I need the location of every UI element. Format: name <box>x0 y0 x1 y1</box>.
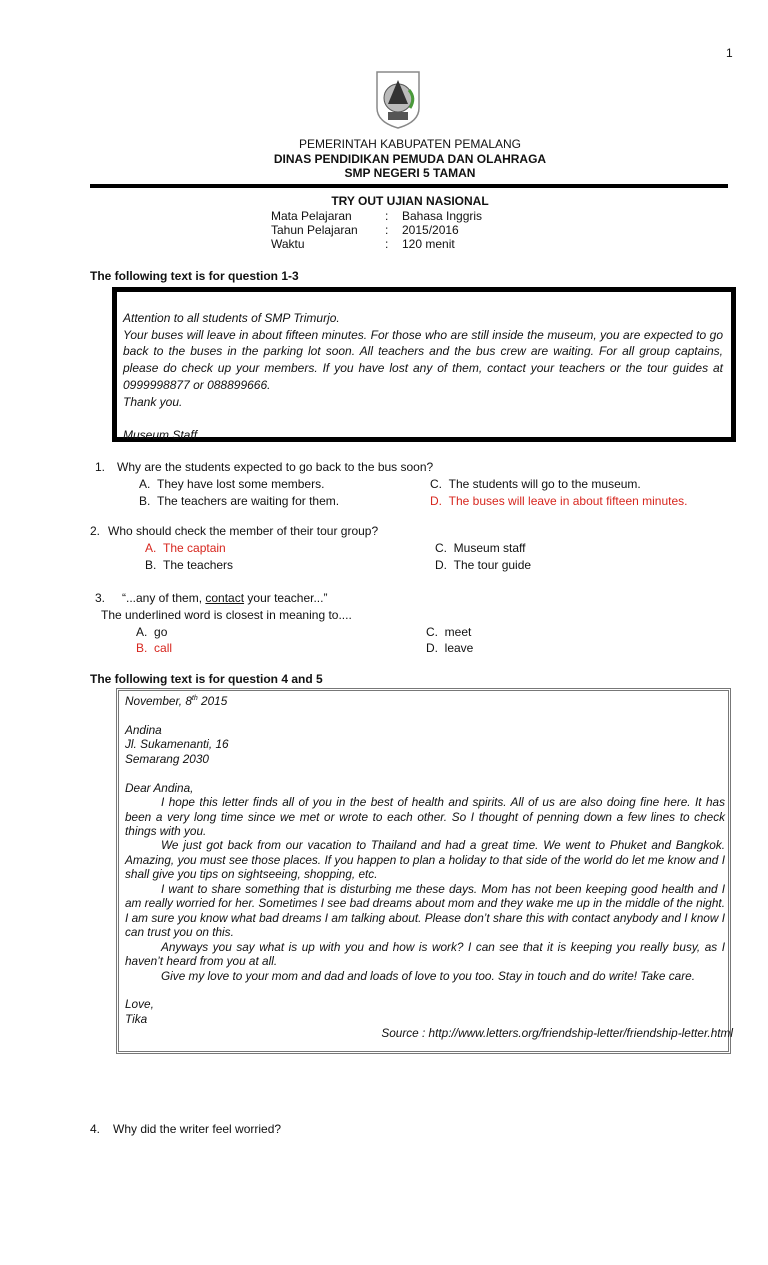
question-number: 2. <box>90 524 101 538</box>
underlined-word: contact <box>205 591 245 605</box>
option-letter: C. <box>426 625 438 639</box>
option-b-answer[interactable] <box>136 641 172 655</box>
header-agency: DINAS PENDIDIKAN PEMUDA DAN OLAHRAGA <box>273 152 547 166</box>
info-value: 2015/2016 <box>402 223 459 237</box>
date-text: November, 8 <box>125 693 192 708</box>
question-text: Why are the students expected to go back to the bus soon? <box>117 460 434 474</box>
recipient-name: Andina <box>125 722 162 737</box>
quote-pre: “...any of them, <box>122 591 206 605</box>
section1-heading: The following text is for question 1-3 <box>90 269 299 283</box>
option-letter: D. <box>435 558 447 572</box>
option-letter: A. <box>136 625 148 639</box>
letter-paragraph: Give my love to your mom and dad and loads of love to you too. Stay in touch and do write! Take care. <box>161 968 695 983</box>
option-c[interactable] <box>435 541 525 555</box>
info-value: Bahasa Inggris <box>402 209 483 223</box>
option-text: They have lost some members. <box>157 477 325 491</box>
letter-closing: Love, <box>125 997 154 1012</box>
option-text: The teachers are waiting for them. <box>157 494 340 508</box>
recipient-address: Jl. Sukamenanti, 16 <box>125 737 229 752</box>
option-letter: D. <box>430 494 442 508</box>
page-number: 1 <box>726 46 733 60</box>
letter-box <box>116 688 731 1054</box>
letter-paragraph: Anyways you say what is up with you and how is work? I can see that it is keeping you really busy, as I haven’t heard from you at all. <box>125 939 725 969</box>
info-colon: : <box>385 209 389 223</box>
option-letter: D. <box>426 641 438 655</box>
date-year: 2015 <box>197 693 228 708</box>
date-suffix: th <box>191 695 198 702</box>
option-c[interactable] <box>426 625 471 639</box>
option-a[interactable] <box>136 625 167 639</box>
option-a[interactable] <box>139 477 324 491</box>
option-text: Museum staff <box>453 541 526 555</box>
question-text: The underlined word is closest in meaning to.... <box>101 608 352 622</box>
question-number: 3. <box>95 591 106 605</box>
option-text: The tour guide <box>453 558 532 572</box>
letter-paragraph: We just got back from our vacation to Thailand and had a great time. We went to Phuket and Bangkok. Amazing, you must see those places. If you happen to plan a holiday to that side of the world do let me know and I shall give you tips on sightseeing, shopping, etc. <box>125 838 725 882</box>
option-text: go <box>154 625 168 639</box>
option-letter: C. <box>435 541 447 555</box>
quote-post: your teacher...” <box>244 591 328 605</box>
option-b[interactable] <box>145 558 233 572</box>
option-text: The teachers <box>163 558 234 572</box>
info-colon: : <box>385 223 389 237</box>
info-label: Waktu <box>271 237 305 251</box>
option-letter: B. <box>145 558 157 572</box>
option-text: leave <box>444 641 474 655</box>
option-text: meet <box>444 625 472 639</box>
announcement-box <box>112 287 736 442</box>
question-number: 1. <box>95 460 106 474</box>
option-text: The captain <box>163 541 226 555</box>
option-letter: C. <box>430 477 442 491</box>
section2-heading: The following text is for question 4 and 5 <box>90 672 323 686</box>
announcement-body: Your buses will leave in about fifteen minutes. For those who are still inside the museum, you are expected to go back to the buses in the parking lot soon. All teachers and the bus crew are waiting. For all group captains, please do check up your members. If you have lost any of them, contact your teachers or the tour guides at 0999998877 or 088899666. <box>123 327 723 392</box>
question-quote <box>122 591 327 605</box>
recipient-city: Semarang 2030 <box>125 751 209 766</box>
letter-signature: Tika <box>125 1011 148 1026</box>
letter-date <box>125 692 725 708</box>
option-text: The buses will leave in about fifteen minutes. <box>448 494 688 508</box>
letter-greeting: Dear Andina, <box>125 780 194 795</box>
option-text: call <box>154 641 173 655</box>
header-government: PEMERINTAH KABUPATEN PEMALANG <box>298 137 522 151</box>
option-b[interactable] <box>139 494 339 508</box>
question-text: Who should check the member of their tour group? <box>108 524 379 538</box>
option-c[interactable] <box>430 477 641 491</box>
option-d-answer[interactable] <box>430 494 687 508</box>
option-letter: A. <box>145 541 157 555</box>
question-number: 4. <box>90 1122 101 1136</box>
info-label: Mata Pelajaran <box>271 209 352 223</box>
option-letter: B. <box>136 641 148 655</box>
option-text: The students will go to the museum. <box>448 477 641 491</box>
info-value: 120 menit <box>402 237 455 251</box>
info-colon: : <box>385 237 389 251</box>
letter-paragraph: I hope this letter finds all of you in the best of health and spirits. All of us are also doing fine here. It has been a very long time since we met or wrote to each other. So I thought of penning down a few lines to check things with you. <box>125 795 725 838</box>
letter-paragraph: I want to share something that is disturbing me these days. Mom has not been keeping good health and I am really worried for her. Sometimes I see bad dreams about mom and they wake me up in the middle of the night. I am sure you know what bad dreams I am talking about. Please don’t share this with contact anybody and I know I can trust you on this. <box>125 881 725 940</box>
info-label: Tahun Pelajaran <box>271 223 358 237</box>
exam-title: TRY OUT UJIAN NASIONAL <box>331 194 489 208</box>
question-text: Why did the writer feel worried? <box>113 1122 282 1136</box>
option-d[interactable] <box>435 558 531 572</box>
announcement-signature: Museum Staff <box>123 427 198 442</box>
announcement-thanks: Thank you. <box>123 394 183 409</box>
announcement-line: Attention to all students of SMP Trimurjo. <box>123 311 340 325</box>
header-school: SMP NEGERI 5 TAMAN <box>344 166 476 180</box>
option-letter: B. <box>139 494 151 508</box>
emblem-logo <box>374 70 422 130</box>
option-a-answer[interactable] <box>145 541 226 555</box>
option-d[interactable] <box>426 641 473 655</box>
option-letter: A. <box>139 477 151 491</box>
header-rule <box>90 184 728 188</box>
letter-source: Source : http://www.letters.org/friendship-letter/friendship-letter.html <box>381 1026 733 1041</box>
